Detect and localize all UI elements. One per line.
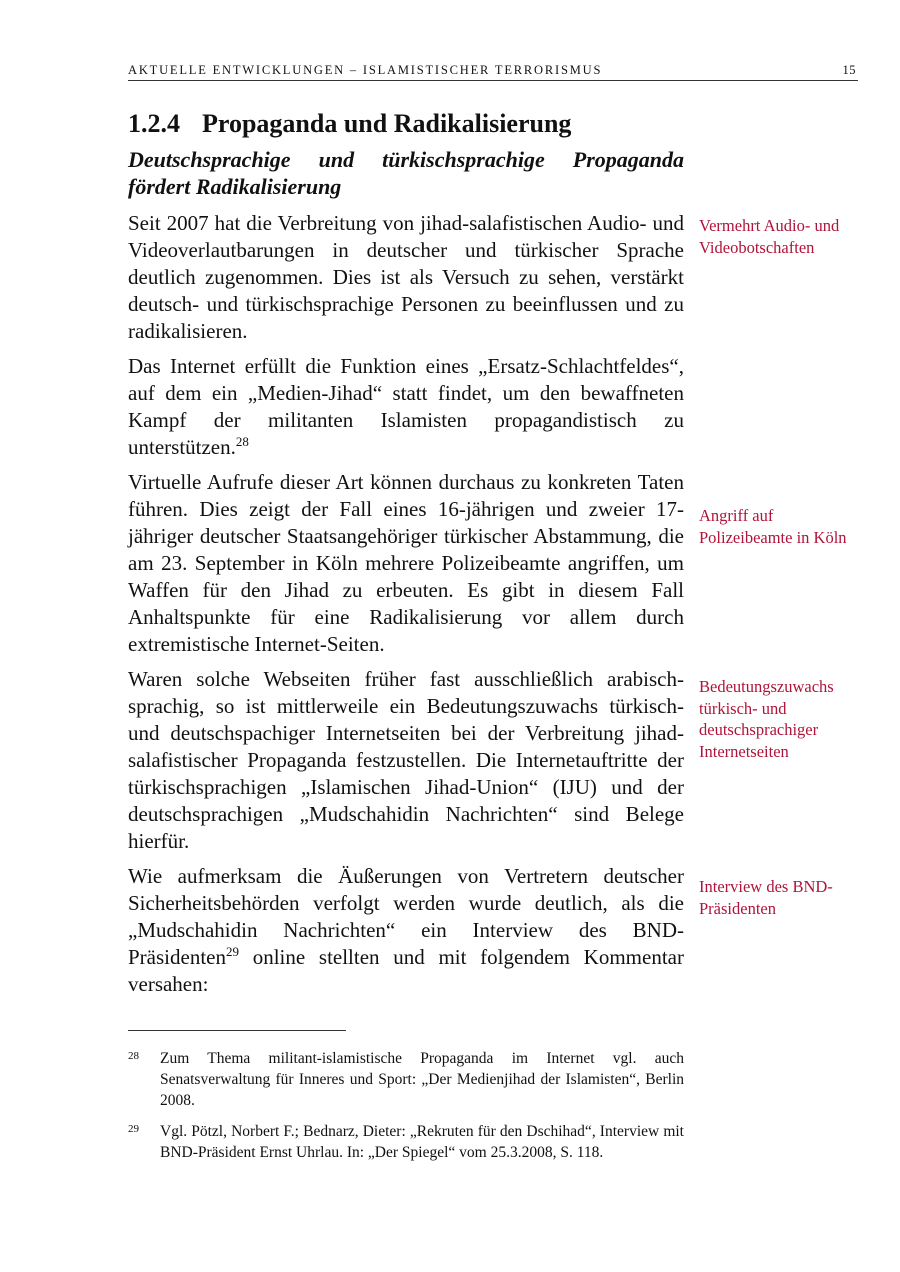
- section-number: 1.2.4: [128, 109, 180, 138]
- running-header-title: AKTUELLE ENTWICKLUNGEN – ISLAMISTISCHER TERRORISMUS: [128, 63, 603, 77]
- section-title: Propaganda und Radikalisierung: [202, 109, 572, 138]
- paragraph-2: [128, 353, 684, 461]
- paragraph-5-text-after: online stellten und mit folgendem Kommentar versahen:: [128, 945, 684, 996]
- page-number: 15: [842, 63, 856, 77]
- main-text: [128, 106, 684, 998]
- margin-note-bnd-interview: Interview des BND-Präsidenten: [699, 877, 833, 918]
- footnotes: [128, 1048, 684, 1163]
- paragraph-1: Seit 2007 hat die Verbreitung von jihad-salafistischen Audio- und Videoverlautbarungen in deutscher und türkischer Sprache deutlich zugenommen. Dies ist als Versuch zu sehen, verstärkt deutsch- und türkischsprachige Personen zu beeinflussen und zu radikalisieren.: [128, 211, 684, 343]
- paragraph-2-text: Das Internet erfüllt die Funktion eines „Ersatz-Schlachtfeldes“, auf dem ein „Medien-Jihad“ statt findet, um den bewaffneten Kampf der militanten Islamisten propagandistisch zu unterstützen.: [128, 354, 684, 459]
- paragraph-4: Waren solche Webseiten früher fast ausschließlich arabischsprachig, so ist mittlerweile ein Bedeutungszuwachs türkisch- und deutschspachiger Internetseiten bei der Verbreitung jihad-salafistischer Propaganda festzustellen. Die Internetauftritte der türkischsprachigen „Islamischen Jihad-Union“ (IJU) und der deutschsprachigen „Mudschahidin Nachrichten“ sind Belege hierfür.: [128, 667, 684, 853]
- running-header: [128, 62, 858, 81]
- margin-note-internet-sites: Bedeutungszuwachs türkisch- und deutschsprachiger Internetseiten: [699, 677, 834, 761]
- footnote-28: [128, 1048, 684, 1111]
- footnote-number: 29: [128, 1123, 139, 1135]
- margin-note-koeln-attack: Angriff auf Polizeibeamte in Köln: [699, 506, 847, 547]
- footnote-text: Vgl. Pötzl, Norbert F.; Bednarz, Dieter: „Rekruten für den Dschihad“, Interview mit BND-Präsident Ernst Uhrlau. In: „Der Spiegel“ vom 25.3.2008, S. 118.: [160, 1123, 684, 1161]
- footnote-text: Zum Thema militant-islamistische Propaganda im Internet vgl. auch Senatsverwaltung für Inneres und Sport: „Der Medienjihad der Islamisten“, Berlin 2008.: [160, 1050, 684, 1109]
- paragraph-3: Virtuelle Aufrufe dieser Art können durchaus zu konkreten Taten führen. Dies zeigt der Fall eines 16-jährigen und zweier 17-jähriger deutscher Staatsangehöriger türkischer Abstammung, die am 23. September in Köln mehrere Polizeibeamte angriffen, um Waffen für den Jihad zu erbeuten. Es gibt in diesem Fall Anhaltspunkte für eine Radikalisierung vor allem durch extremistische Internet-Seiten.: [128, 470, 684, 656]
- paragraph-5-text-before: Wie aufmerksam die Äußerungen von Vertretern deutscher Sicherheitsbehörden verfolgt werden wurde deutlich, als die „Mudschahidin Nachrichten“ ein Interview des BND-Präsidenten: [128, 864, 684, 969]
- footnote-29: [128, 1121, 684, 1163]
- margin-note-audio-video: Vermehrt Audio- und Videobotschaften: [699, 216, 840, 257]
- footnote-separator: [128, 1030, 346, 1031]
- footnote-number: 28: [128, 1050, 139, 1062]
- paragraph-5: [128, 863, 684, 998]
- section-heading: [128, 106, 684, 142]
- footnote-ref-29[interactable]: 29: [225, 944, 239, 959]
- section-subtitle: Deutschsprachige und türkischsprachige Propaganda fördert Radikalisierung: [128, 147, 684, 199]
- footnote-ref-28[interactable]: 28: [235, 434, 249, 449]
